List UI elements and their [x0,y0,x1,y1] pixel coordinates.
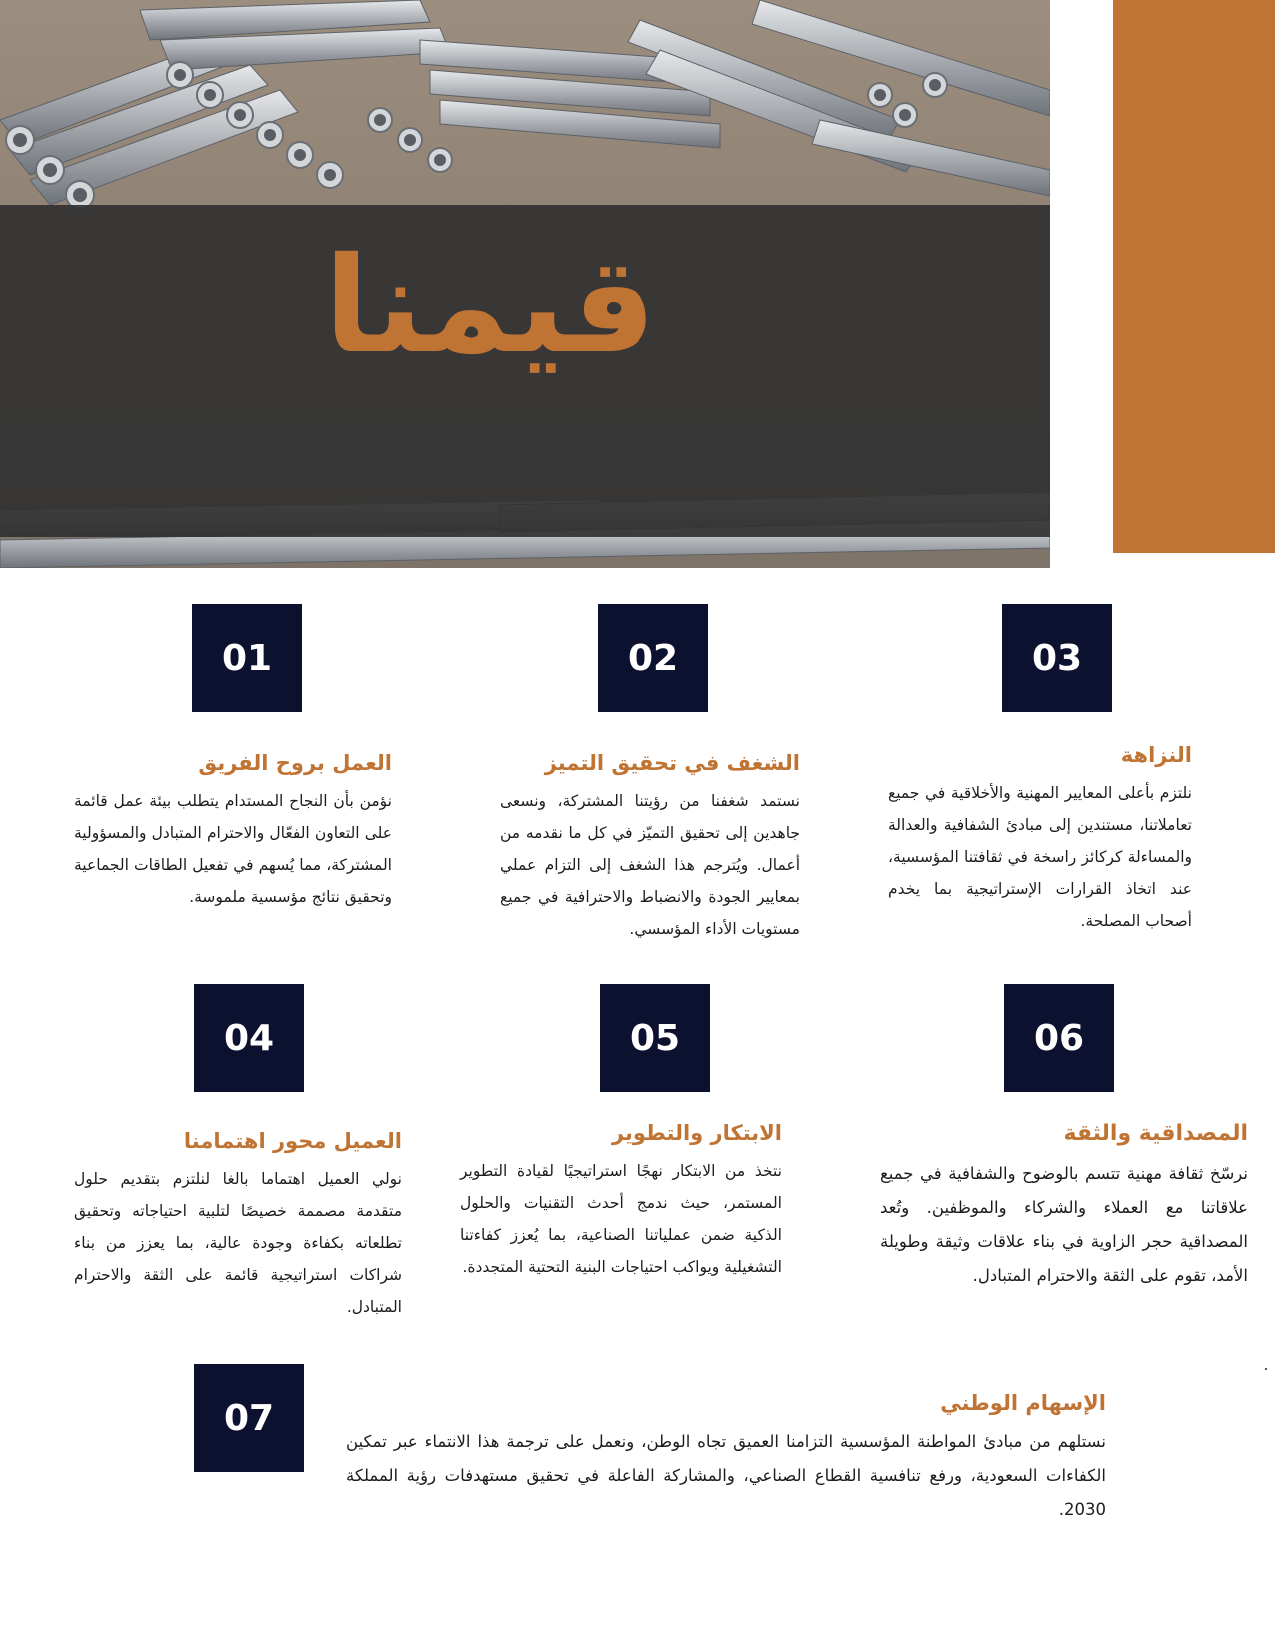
value-text: نستمد شغفنا من رؤيتنا المشتركة، ونسعى جاهدين إلى تحقيق التميّز في كل ما نقدمه من أعمال. ويُترجم هذا الشغف إلى التزام عملي بمعايير الجودة والانضباط والاحترافية في جميع مستويات الأداء المؤسسي. [500,792,800,939]
value-block-national [346,1390,1106,1527]
value-heading: الابتكار والتطوير [611,1121,782,1145]
value-text: نرسّخ ثقافة مهنية تتسم بالوضوح والشفافية في جميع علاقاتنا مع العملاء والشركاء والموظفين. وتُعد المصداقية حجر الزاوية في بناء علاقات وثيقة وطويلة الأمد، تقوم على الثقة والاحترام المتبادل. [880,1163,1248,1285]
page-title: قيمنا [323,229,657,383]
value-text: نلتزم بأعلى المعايير المهنية والأخلاقية في جميع تعاملاتنا، مستندين إلى مبادئ الشفافية والعدالة والمساءلة كركائز راسخة في ثقافتنا المؤسسية، عند اتخاذ القرارات الإستراتيجية بما يخدم أصحاب المصلحة. [888,784,1192,931]
value-block-innovation [460,1120,782,1283]
value-heading: العمل بروح الفريق [198,751,392,775]
value-number-box: 06 [1004,984,1114,1092]
value-number-box: 03 [1002,604,1112,712]
value-text: نتخذ من الابتكار نهجًا استراتيجيًا لقيادة التطوير المستمر، حيث ندمج أحدث التقنيات والحلول الذكية ضمن عملياتنا الصناعية، بما يُعزز كفاءتنا التشغيلية ويواكب احتياجات البنية التحتية المتجددة. [460,1162,782,1277]
value-heading: الإسهام الوطني [940,1391,1106,1415]
value-block-credibility [880,1120,1248,1293]
value-block-customer [74,1128,402,1323]
value-text: نستلهم من مبادئ المواطنة المؤسسية التزامنا العميق تجاه الوطن، ونعمل على ترجمة هذا الانتماء عبر تمكين الكفاءات السعودية، ورفع تنافسية القطاع الصناعي، والمشاركة الفاعلة في تحقيق مستهدفات رؤية المملكة 2030. [346,1432,1106,1520]
value-number-box: 07 [194,1364,304,1472]
value-block-passion [500,750,800,945]
value-heading: العميل محور اهتمامنا [183,1129,402,1153]
value-heading: الشغف في تحقيق التميز [544,751,800,775]
value-number-box: 05 [600,984,710,1092]
value-block-integrity [888,742,1192,937]
value-text: نولي العميل اهتماما بالغا لنلتزم بتقديم حلول متقدمة مصممة خصيصًا لتلبية احتياجاته وتحقيق تطلعاته بكفاءة وجودة عالية، بما يعزز من بناء شراكات استراتيجية قائمة على الثقة والاحترام المتبادل. [74,1170,402,1317]
value-text: نؤمن بأن النجاح المستدام يتطلب بيئة عمل قائمة على التعاون الفعّال والاحترام المتبادل والمسؤولية المشتركة، مما يُسهم في تفعيل الطاقات الجماعية وتحقيق نتائج مؤسسية ملموسة. [74,792,392,907]
value-block-teamwork [74,750,392,913]
stray-dot [1265,1368,1267,1370]
value-number-box: 04 [194,984,304,1092]
value-heading: المصداقية والثقة [1063,1121,1248,1146]
value-number-box: 02 [598,604,708,712]
value-number-box: 01 [192,604,302,712]
accent-bar [1113,0,1275,553]
value-heading: النزاهة [1120,743,1192,767]
